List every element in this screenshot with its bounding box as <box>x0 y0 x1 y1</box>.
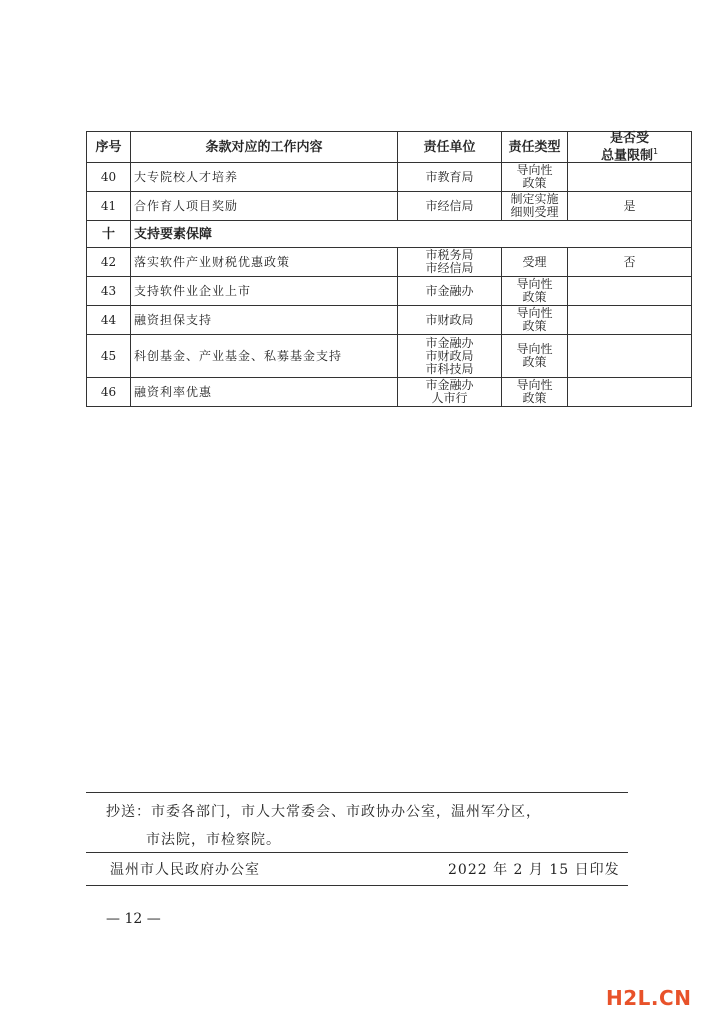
table-row <box>87 277 692 306</box>
row-type: 导向性 政策 <box>502 277 568 306</box>
cc-middle-rule <box>86 852 628 853</box>
row-num: 43 <box>87 277 131 306</box>
header-content: 条款对应的工作内容 <box>131 132 398 163</box>
issue-date: 2022 年 2 月 15 日印发 <box>448 862 620 878</box>
row-num: 41 <box>87 192 131 221</box>
row-content: 大专院校人才培养 <box>131 163 398 192</box>
header-type: 责任类型 <box>502 132 568 163</box>
row-num: 44 <box>87 306 131 335</box>
header-limit: 是否受 总量限制$^1$ <box>568 132 692 163</box>
row-unit: 市金融办 市财政局 市科技局 <box>398 335 502 378</box>
cc-top-rule <box>86 792 628 793</box>
header-unit: 责任单位 <box>398 132 502 163</box>
row-unit: 市教育局 <box>398 163 502 192</box>
table-row <box>87 163 692 192</box>
row-num: 45 <box>87 335 131 378</box>
watermark-logo <box>606 986 691 1010</box>
row-type: 制定实施 细则受理 <box>502 192 568 221</box>
section-num: 十 <box>87 221 131 248</box>
row-content: 合作育人项目奖励 <box>131 192 398 221</box>
row-unit: 市财政局 <box>398 306 502 335</box>
row-type: 导向性 政策 <box>502 378 568 407</box>
cc-line-2: 市法院，市检察院。 <box>146 832 281 848</box>
row-content: 融资利率优惠 <box>131 378 398 407</box>
cc-line-1: 抄送：市委各部门，市人大常委会、市政协办公室，温州军分区， <box>106 804 541 820</box>
table-row <box>87 335 692 378</box>
row-num: 46 <box>87 378 131 407</box>
row-content: 融资担保支持 <box>131 306 398 335</box>
row-content: 科创基金、产业基金、私募基金支持 <box>131 335 398 378</box>
table-row <box>87 248 692 277</box>
watermark-suffix: CN <box>659 986 692 1010</box>
row-limit <box>568 378 692 407</box>
row-type: 导向性 政策 <box>502 163 568 192</box>
table-header-row <box>87 132 692 163</box>
row-content: 支持软件业企业上市 <box>131 277 398 306</box>
row-limit <box>568 335 692 378</box>
row-unit: 市金融办 人市行 <box>398 378 502 407</box>
row-limit: 否 <box>568 248 692 277</box>
row-type: 导向性 政策 <box>502 306 568 335</box>
page-number: — 12 — <box>106 911 161 927</box>
table-row <box>87 192 692 221</box>
row-content: 落实软件产业财税优惠政策 <box>131 248 398 277</box>
row-type: 受理 <box>502 248 568 277</box>
row-unit: 市经信局 <box>398 192 502 221</box>
section-title: 支持要素保障 <box>131 221 692 248</box>
policy-table <box>86 131 692 407</box>
row-unit: 市金融办 <box>398 277 502 306</box>
header-num: 序号 <box>87 132 131 163</box>
row-limit <box>568 163 692 192</box>
table-row <box>87 306 692 335</box>
table-row <box>87 378 692 407</box>
row-num: 42 <box>87 248 131 277</box>
issuing-office: 温州市人民政府办公室 <box>110 862 260 878</box>
cc-recipients <box>106 798 626 854</box>
watermark-dot: . <box>650 986 660 1010</box>
watermark-text: H2L <box>606 986 651 1010</box>
section-row <box>87 221 692 248</box>
row-limit <box>568 306 692 335</box>
cc-bottom-rule <box>86 885 628 886</box>
row-type: 导向性 政策 <box>502 335 568 378</box>
row-limit <box>568 277 692 306</box>
row-num: 40 <box>87 163 131 192</box>
row-limit: 是 <box>568 192 692 221</box>
row-unit: 市税务局 市经信局 <box>398 248 502 277</box>
